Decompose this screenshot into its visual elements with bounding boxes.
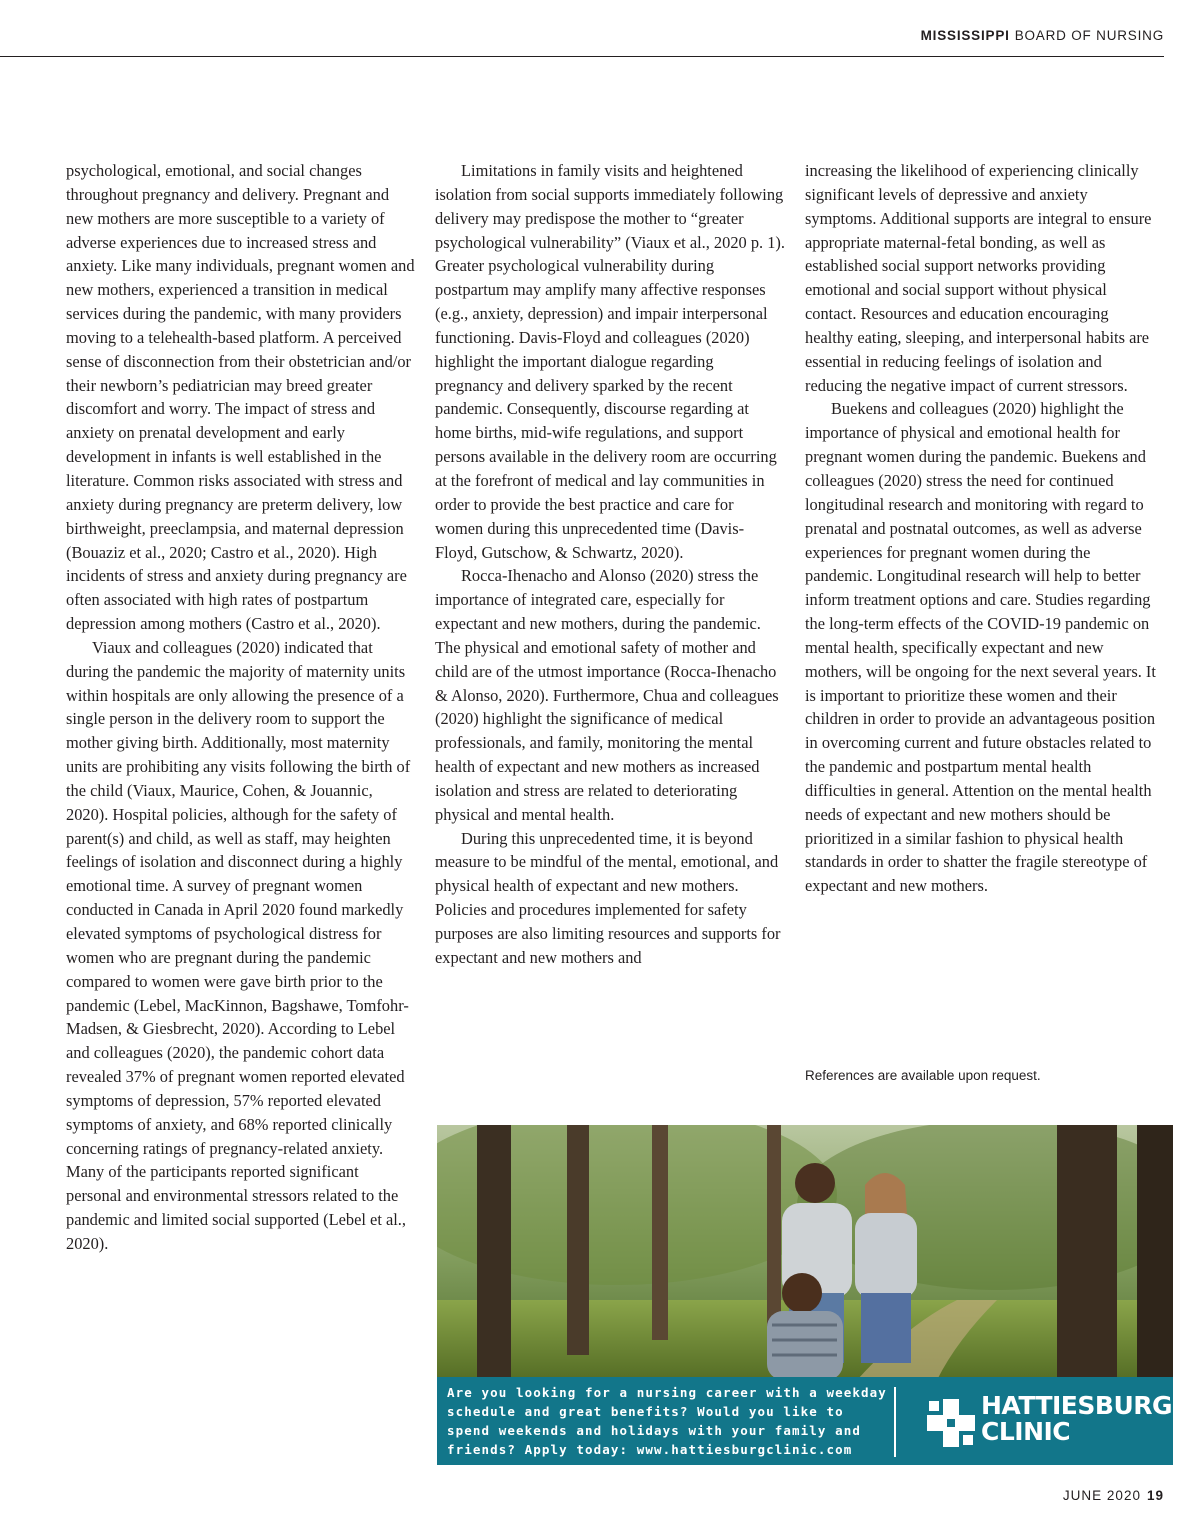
article-column-1	[66, 159, 416, 1256]
family-photo	[437, 1125, 1173, 1380]
running-header	[921, 28, 1164, 43]
header-org-bold: MISSISSIPPI	[920, 28, 1010, 43]
paragraph: psychological, emotional, and social changes throughout pregnancy and delivery. Pregnant and new mothers are more susceptible to a variety of adverse experiences due to increased stress and anxiety. Like many individuals, pregnant women and new mothers, experienced a transition in medical services during the pandemic, with many providers moving to a telehealth-based platform. A perceived sense of disconnection from their obstetrician and/or their newborn’s pediatrician may breed greater discomfort and worry. The impact of stress and anxiety on prenatal development and early development in infants is well established in the literature. Common risks associated with stress and anxiety during pregnancy are preterm delivery, low birthweight, preeclampsia, and maternal depression (Bouaziz et al., 2020; Castro et al., 2020). High incidents of stress and anxiety during pregnancy are often associated with high rates of postpartum depression among mothers (Castro et al., 2020).	[66, 161, 415, 634]
paragraph: increasing the likelihood of experiencing clinically significant levels of depressive and anxiety symptoms. Additional supports are integral to ensure appropriate maternal-fetal bonding, as well as established social support networks providing emotional and social support without physical contact. Resources and education encouraging healthy eating, sleeping, and interpersonal habits are essential in reducing feelings of isolation and reducing the negative impact of current stressors.	[805, 161, 1152, 395]
logo-line-1: HATTIESBURG	[981, 1391, 1173, 1420]
page-number: 19	[1146, 1488, 1164, 1503]
ad-copy: Are you looking for a nursing career with a weekday schedule and great benefits? Would you like to spend weekends and holidays with your family and friends? Apply today: www.hattiesburgclinic.com	[447, 1385, 887, 1457]
ad-banner	[437, 1377, 1173, 1465]
issue-date: JUNE 2020	[1062, 1488, 1141, 1503]
paragraph: Viaux and colleagues (2020) indicated that during the pandemic the majority of maternity units within hospitals are only allowing the presence of a single person in the delivery room to support the mother giving birth. Additionally, most maternity units are prohibiting any visits following the birth of the child (Viaux, Maurice, Cohen, & Jouannic, 2020). Hospital policies, although for the safety of parent(s) and child, as well as staff, may heighten feelings of isolation and disconnect during a highly emotional time. A survey of pregnant women conducted in Canada in April 2020 found markedly elevated symptoms of psychological distress for women who are pregnant during the pandemic compared to women were gave birth prior to the pandemic (Lebel, MacKinnon, Bagshawe, Tomfohr-Madsen, & Giesbrecht, 2020). According to Lebel and colleagues (2020), the pandemic cohort data revealed 37% of pregnant women reported elevated symptoms of depression, 57% reported elevated symptoms of anxiety, and 68% reported clinically concerning ratings of pregnancy-related anxiety. Many of the participants reported significant personal and environmental stressors related to the pandemic and limited social supported (Lebel et al., 2020).	[66, 637, 411, 1253]
references-note: References are available upon request.	[805, 1068, 1041, 1083]
header-divider	[0, 56, 1164, 57]
paragraph: Limitations in family visits and heightened isolation from social supports immediately following delivery may predispose the mother to “greater psychological vulnerability” (Viaux et al., 2020 p. 1). Greater psychological vulnerability during postpartum may amplify many affective responses (e.g., anxiety, depression) and impair interpersonal functioning. Davis-Floyd and colleagues (2020) highlight the important dialogue regarding pregnancy and delivery sparked by the recent pandemic. Consequently, discourse regarding at home births, mid-wife regulations, and support persons available in the delivery room are occurring at the forefront of medical and lay communities in order to provide the best practice and care for women during this unprecedented time (Davis-Floyd, Gutschow, & Schwartz, 2020).	[435, 161, 785, 562]
article-column-2	[435, 159, 785, 970]
paragraph: Buekens and colleagues (2020) highlight the importance of physical and emotional health for pregnant women during the pandemic. Buekens and colleagues (2020) stress the need for continued longitudinal research and monitoring with regard to prenatal and postnatal outcomes, as well as adverse experiences for pregnant women during the pandemic. Longitudinal research will help to better inform treatment options and care. Studies regarding the long-term effects of the COVID-19 pandemic on mental health, specifically expectant and new mothers, will be ongoing for the next several years. It is important to prioritize these women and their children in order to provide an advantageous position in overcoming current and future obstacles related to the pandemic and postpartum mental health difficulties in general. Attention on the mental health needs of expectant and new mothers should be prioritized in a similar fashion to physical health standards in order to shatter the fragile stereotype of expectant and new mothers.	[805, 399, 1156, 896]
clinic-cross-logo-icon	[925, 1397, 977, 1449]
paragraph: Rocca-Ihenacho and Alonso (2020) stress the importance of integrated care, especially for expectant and new mothers, during the pandemic. The physical and emotional safety of mother and child are of the utmost importance (Rocca-Ihenacho & Alonso, 2020). Furthermore, Chua and colleagues (2020) highlight the significance of medical professionals, and family, monitoring the mental health of expectant and new mothers as increased isolation and stress are related to deteriorating physical and mental health.	[435, 566, 779, 824]
page-footer	[1063, 1488, 1164, 1503]
hattiesburg-clinic-ad[interactable]	[437, 1125, 1173, 1465]
ad-divider	[894, 1387, 896, 1457]
header-org-rest: BOARD OF NURSING	[1014, 28, 1164, 43]
paragraph: During this unprecedented time, it is beyond measure to be mindful of the mental, emotional, and physical health of expectant and new mothers. Policies and procedures implemented for safety purposes are also limiting resources and supports for expectant and new mothers and	[435, 828, 781, 967]
logo-line-2: CLINIC	[981, 1417, 1071, 1446]
article-column-3	[805, 159, 1157, 898]
clinic-logo-wordmark	[981, 1391, 1173, 1446]
